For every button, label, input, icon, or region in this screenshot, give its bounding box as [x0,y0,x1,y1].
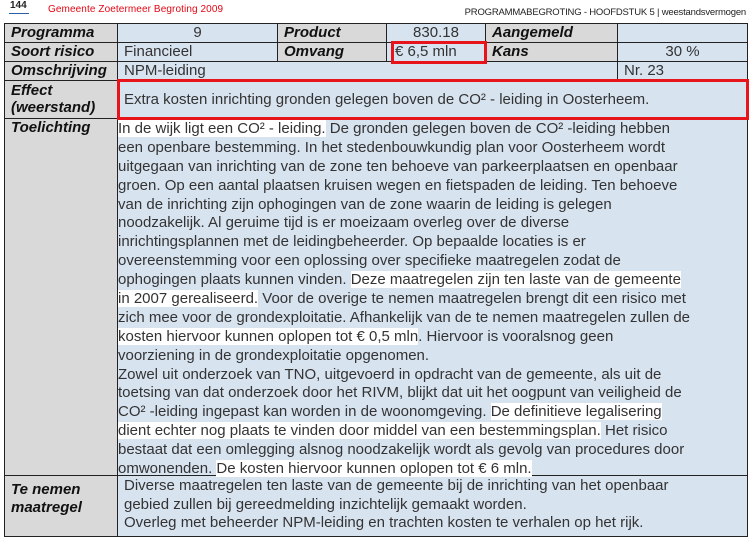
organization-title: Gemeente Zoetermeer Begroting 2009 [48,4,224,15]
programma-label: Programma [4,23,118,43]
toelichting-line: zich mee voor de grondexploitatie. Afhankelijk van de te nemen maatregelen zullen de [118,308,691,326]
programma-value: 9 [117,23,278,43]
omvang-value: € 6,5 mln [386,42,486,62]
toelichting-line: uitgegaan van inrichting van de zone ten behoeve van parkeerplaatsen en openbaar [118,157,678,175]
toelichting-label: Toelichting [4,118,118,476]
toelichting-line: van de inrichting zijn ophogingen van de zone waarin de leiding is gelegen [118,195,612,213]
toelichting-line: noodzakelijk. Al geruime tijd is er moeizaam overleg over de diverse [118,214,570,232]
maatregel-line: gebied zullen bij gereedmelding inzichtelijk gemaakt worden. [124,495,527,513]
toelichting-line [118,422,746,441]
toelichting-line: bestaat dat een omlegging alsnog noodzakelijk wordt als gevolg van procedures door [118,441,685,459]
text-segment: Voor de overige te nemen maatregelen brengt dit een risico met [258,290,686,308]
toelichting-line: toetsing van dat onderzoek door het RIVM, blijkt dat uit het oogpunt van veiligheid de [118,384,682,402]
toelichting-line: een openbare bestemming. In het stedenbouwkundig plan voor Oosterheem wordt [118,138,666,156]
toelichting-line [118,290,746,309]
toelichting-line: inrichtingsplannen met de leidingbeheerder. Op bepaalde locaties is er [118,233,586,251]
effect-value: Extra kosten inrichting gronden gelegen boven de CO² - leiding in Oosterheem. [117,80,748,119]
toelichting-line: overeenstemming voor een oplossing over specifieke maatregelen zodat de [118,252,621,270]
page-number-underline [9,13,29,14]
effect-label [4,80,118,119]
aangemeld-label: Aangemeld [485,23,618,43]
toelichting-text [118,120,746,479]
toelichting-line [118,271,746,290]
kans-label: Kans [485,42,618,62]
highlighted-text: In de wijk ligt een CO² - leiding. [118,120,326,137]
text-segment: . Hiervoor is vooralsnog geen [418,327,614,345]
risico-nummer: Nr. 23 [617,61,748,81]
toelichting-line: groen. Op een aantal plaatsen kruisen wegen en fietspaden de leiding. Ten behoeve [118,176,678,194]
highlighted-text: De definitieve legalisering [490,403,662,421]
kans-value: 30 % [617,42,748,62]
toelichting-line [118,460,746,479]
toelichting-line [118,328,746,347]
text-segment: ophogingen plaats kunnen vinden. [118,271,351,289]
highlighted-text: De kosten hiervoor kunnen oplopen tot € 6 mln. [216,460,532,478]
maatregel-line: Overleg met beheerder NPM-leiding en trachten kosten te verhalen op het rijk. [124,514,644,531]
product-value: 830.18 [386,23,486,43]
text-segment: Het risico [600,422,668,440]
highlighted-text: kosten hiervoor kunnen oplopen tot € 0,5 mln [118,327,419,345]
aangemeld-value [617,23,748,43]
maatregel-label [4,475,118,537]
effect-label-line1: Effect [11,82,53,99]
soort-risico-label: Soort risico [4,42,118,62]
page-header [0,0,752,22]
maatregel-label-line2: maatregel [11,499,82,516]
toelichting-line: Zowel uit onderzoek van TNO, uitgevoerd in opdracht van de gemeente, als uit de [118,365,662,383]
chapter-title: PROGRAMMABEGROTING - HOOFDSTUK 5 | weestandsvermogen [464,7,746,18]
toelichting-line [118,403,746,422]
highlighted-text: Deze maatregelen zijn ten laste van de gemeente [350,271,681,289]
maatregel-cell [117,475,748,537]
highlighted-text: dient echter nog plaats te vinden door middel van een bestemmingsplan. [118,422,601,440]
product-label: Product [277,23,387,43]
page-number: 144 [10,0,27,11]
text-segment: CO² -leiding ingepast kan worden in de woonomgeving. [118,403,491,421]
text-segment: De gronden gelegen boven de CO² -leiding hebben [325,120,671,137]
highlighted-text: in 2007 gerealiseerd. [118,290,259,308]
toelichting-line: voorziening in de grondexploitatie opgenomen. [118,346,430,364]
omschrijving-label: Omschrijving [4,61,118,81]
text-segment: omwonenden. [118,460,217,478]
omschrijving-value: NPM-leiding [117,61,618,81]
effect-label-line2: (weerstand) [11,99,96,116]
omvang-label: Omvang [277,42,387,62]
maatregel-label-line1: Te nemen [11,481,81,498]
maatregel-line: Diverse maatregelen ten laste van de gemeente bij de inrichting van het openbaar [124,477,669,494]
toelichting-line [118,120,746,139]
soort-risico-value: Financieel [117,42,278,62]
